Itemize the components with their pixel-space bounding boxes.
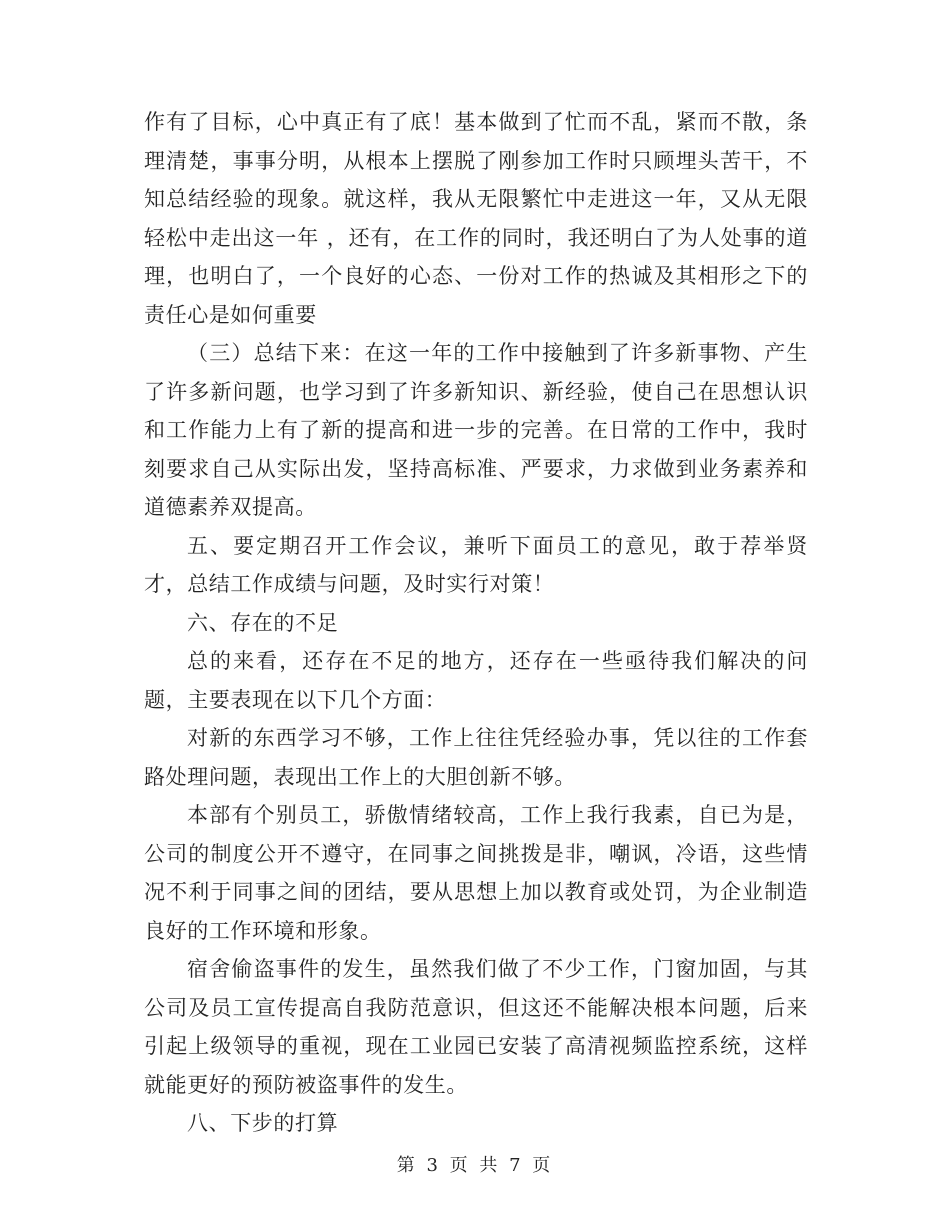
paragraph-summary: （三）总结下来：在这一年的工作中接触到了许多新事物、产生了许多新问题，也学习到了许多新知识、新经验，使自己在思想认识和工作能力上有了新的提高和进一步的完善。在日常的工作中，我时刻要求自己从实际出发，坚持高标准、严要求，力求做到业务素养和道德素养双提高。 xyxy=(144,341,808,519)
paragraph-continuation: 作有了目标，心中真正有了底！基本做到了忙而不乱，紧而不散，条理清楚，事事分明，从根本上摆脱了刚参加工作时只顾埋头苦干，不知总结经验的现象。就这样，我从无限繁忙中走进这一年，又从无限轻松中走出这一年 ，还有，在工作的同时，我还明白了为人处事的道理，也明白了，一个良好的心态、一份对工作的热诚及其相形之下的责任心是如何重要 xyxy=(144,110,808,327)
heading-shortcomings: 六、存在的不足 xyxy=(187,610,339,635)
heading-next-steps: 八、下步的打算 xyxy=(187,1111,339,1135)
paragraph-section-five: 五、要定期召开工作会议，兼听下面员工的意见，敢于荐举贤才，总结工作成绩与问题，及时实行对策！ xyxy=(144,533,808,596)
paragraph-overview: 总的来看，还存在不足的地方，还存在一些亟待我们解决的问题，主要表现在以下几个方面： xyxy=(144,649,808,712)
document-body xyxy=(144,103,808,1143)
paragraph-learning: 对新的东西学习不够，工作上往往凭经验办事，凭以往的工作套路处理问题，表现出工作上的大胆创新不够。 xyxy=(144,726,808,789)
page-number-footer: 第 3 页 共 7 页 xyxy=(396,1155,554,1176)
paragraph-staff-issue: 本部有个别员工，骄傲情绪较高，工作上我行我素，自已为是，公司的制度公开不遵守，在同事之间挑拨是非，嘲讽，冷语，这些情况不利于同事之间的团结，要从思想上加以教育或处罚，为企业制造良好的工作环境和形象。 xyxy=(144,803,808,943)
paragraph-theft-issue: 宿舍偷盗事件的发生，虽然我们做了不少工作，门窗加固，与其公司及员工宣传提高自我防范意识，但这还不能解决根本问题，后来引起上级领导的重视，现在工业园已安装了高清视频监控系统，这样就能更好的预防被盗事件的发生。 xyxy=(144,957,808,1097)
